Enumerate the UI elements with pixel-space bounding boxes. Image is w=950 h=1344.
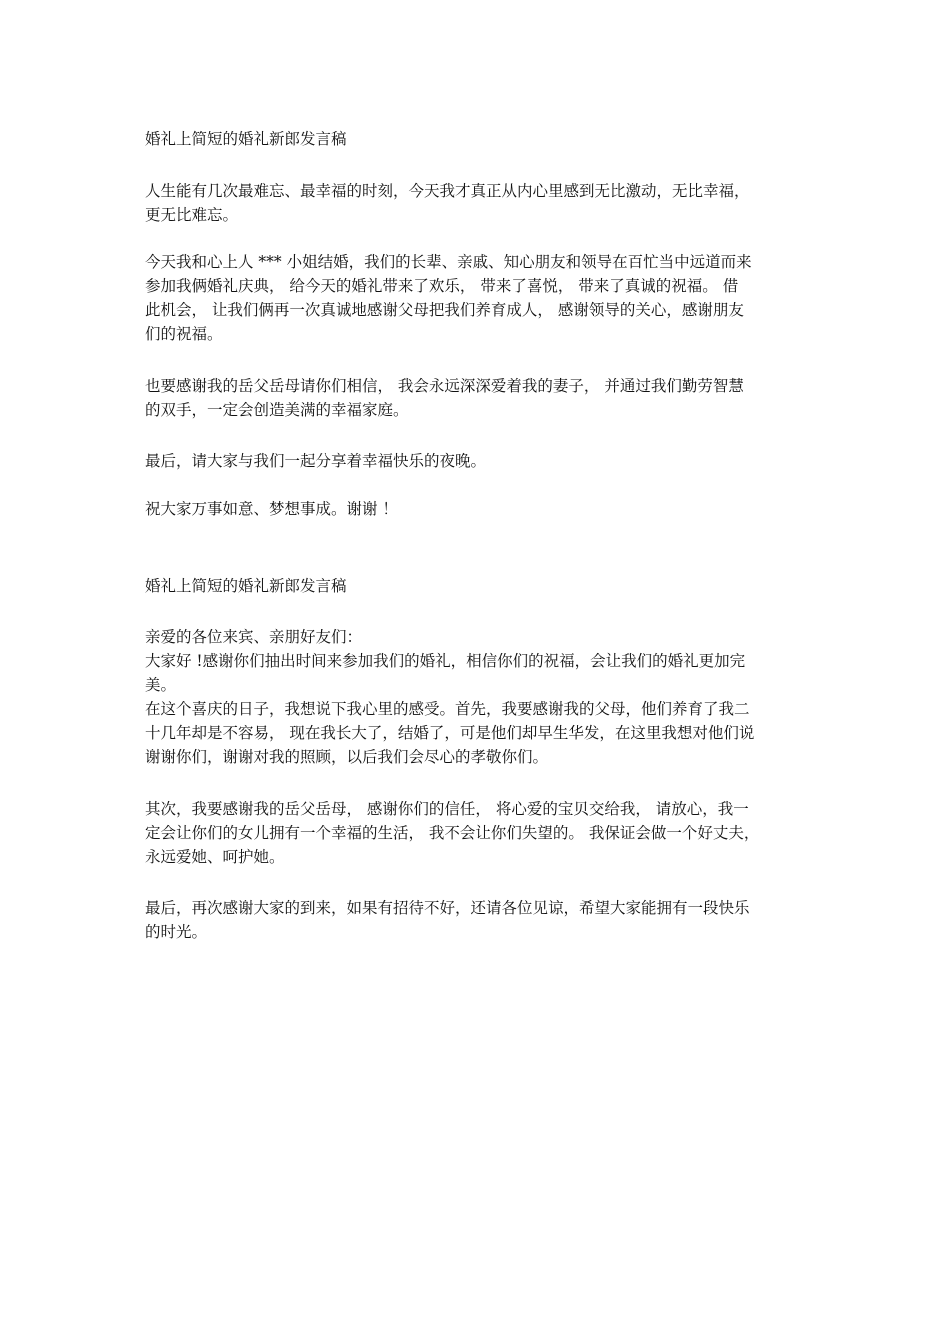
paragraph-line: 大家好 !感谢你们抽出时间来参加我们的婚礼，相信你们的祝福，会让我们的婚礼更加完 [145, 652, 746, 670]
paragraph-line: 们的祝福。 [145, 325, 223, 343]
paragraph-line: 美。 [145, 676, 177, 694]
paragraph-line: 最后，请大家与我们一起分享着幸福快乐的夜晚。 [145, 452, 487, 470]
paragraph-line: 十几年却是不容易， 现在我长大了，结婚了，可是他们却早生华发，在这里我想对他们说 [145, 724, 755, 742]
paragraph-line: 永远爱她、呵护她。 [145, 848, 285, 866]
paragraph-line: 在这个喜庆的日子，我想说下我心里的感受。首先，我要感谢我的父母，他们养育了我二 [145, 700, 750, 718]
paragraph-line: 最后，再次感谢大家的到来，如果有招待不好，还请各位见谅，希望大家能拥有一段快乐 [145, 899, 750, 917]
paragraph-line: 也要感谢我的岳父岳母请你们相信， 我会永远深深爱着我的妻子， 并通过我们勤劳智慧 [145, 377, 744, 395]
paragraph-line: 其次，我要感谢我的岳父岳母， 感谢你们的信任， 将心爱的宝贝交给我， 请放心，我一 [145, 800, 749, 818]
paragraph-line: 祝大家万事如意、梦想事成。谢谢 ！ [145, 500, 398, 518]
paragraph-line: 人生能有几次最难忘、最幸福的时刻，今天我才真正从内心里感到无比激动，无比幸福， [145, 182, 750, 200]
section-title: 婚礼上简短的婚礼新郎发言稿 [145, 130, 347, 148]
paragraph-line: 更无比难忘。 [145, 206, 239, 224]
paragraph-line: 今天我和心上人 *** 小姐结婚，我们的长辈、亲戚、知心朋友和领导在百忙当中远道而来 [145, 253, 752, 271]
paragraph-line: 的双手，一定会创造美满的幸福家庭。 [145, 401, 409, 419]
section-title: 婚礼上简短的婚礼新郎发言稿 [145, 577, 347, 595]
paragraph-line: 的时光。 [145, 923, 208, 941]
paragraph-line: 谢谢你们，谢谢对我的照顾，以后我们会尽心的孝敬你们。 [145, 748, 549, 766]
paragraph-line: 定会让你们的女儿拥有一个幸福的生活， 我不会让你们失望的。 我保证会做一个好丈夫， [145, 824, 760, 842]
paragraph-line: 此机会， 让我们俩再一次真诚地感谢父母把我们养育成人， 感谢领导的关心，感谢朋友 [145, 301, 744, 319]
paragraph-line: 参加我俩婚礼庆典， 给今天的婚礼带来了欢乐， 带来了喜悦， 带来了真诚的祝福。 借 [145, 277, 739, 295]
paragraph-line: 亲爱的各位来宾、亲朋好友们： [145, 628, 363, 646]
